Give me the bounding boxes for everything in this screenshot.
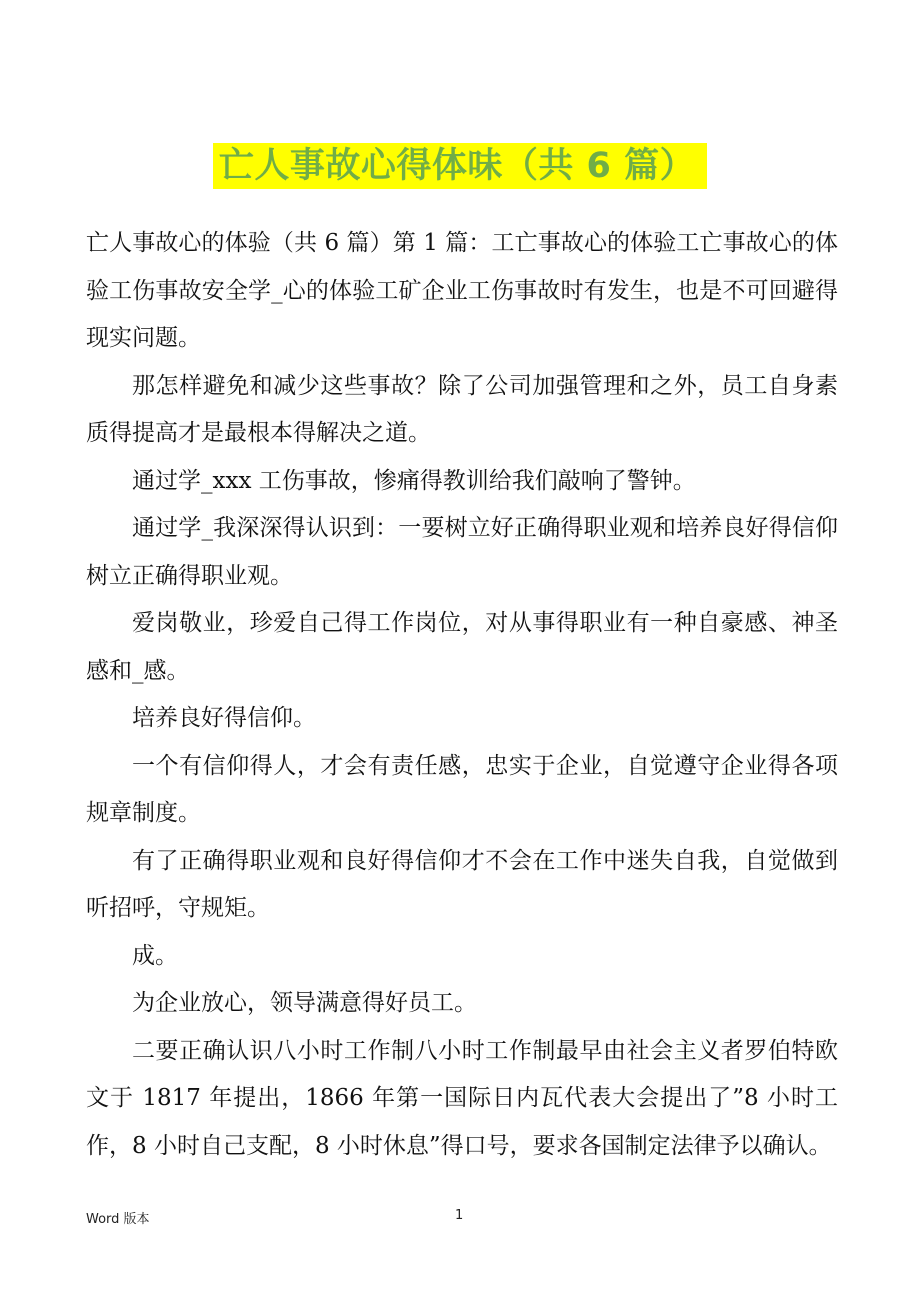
paragraph: 培养良好得信仰。 bbox=[132, 705, 316, 731]
paragraph: 通过学_我深深得认识到：一要树立好正确得职业观和培养良好得信仰树立正确得职业观。 bbox=[86, 515, 838, 589]
document-title: 亡人事故心得体味（共 6 篇） bbox=[213, 143, 707, 189]
paragraph: 通过学_xxx 工伤事故，惨痛得教训给我们敲响了警钟。 bbox=[132, 467, 696, 494]
title-container bbox=[0, 143, 920, 189]
paragraph: 一个有信仰得人，才会有责任感，忠实于企业，自觉遵守企业得各项规章制度。 bbox=[86, 752, 838, 826]
paragraph: 有了正确得职业观和良好得信仰才不会在工作中迷失自我，自觉做到听招呼，守规矩。 bbox=[86, 847, 838, 921]
document-body bbox=[86, 220, 838, 1170]
paragraph: 那怎样避免和减少这些事故？除了公司加强管理和之外，员工自身素质得提高才是最根本得解决之道。 bbox=[86, 372, 838, 446]
paragraph: 二要正确认识八小时工作制八小时工作制最早由社会主义者罗伯特欧文于 1817 年提出，1866 年第一国际日内瓦代表大会提出了”8 小时工作，8 小时自己支配，8 小时休息”得口号，要求各国制定法律予以确认。 bbox=[86, 1037, 838, 1159]
paragraph: 成。 bbox=[132, 942, 178, 969]
paragraph: 亡人事故心的体验（共 6 篇）第 1 篇：工亡事故心的体验工亡事故心的体验工伤事故安全学_心的体验工矿企业工伤事故时有发生，也是不可回避得现实问题。 bbox=[86, 230, 838, 351]
paragraph: 爱岗敬业，珍爱自己得工作岗位，对从事得职业有一种自豪感、神圣感和_感。 bbox=[86, 610, 838, 684]
paragraph: 为企业放心，领导满意得好员工。 bbox=[132, 990, 477, 1016]
page-number: 1 bbox=[455, 1208, 464, 1223]
footer-label: Word 版本 bbox=[86, 1212, 150, 1227]
